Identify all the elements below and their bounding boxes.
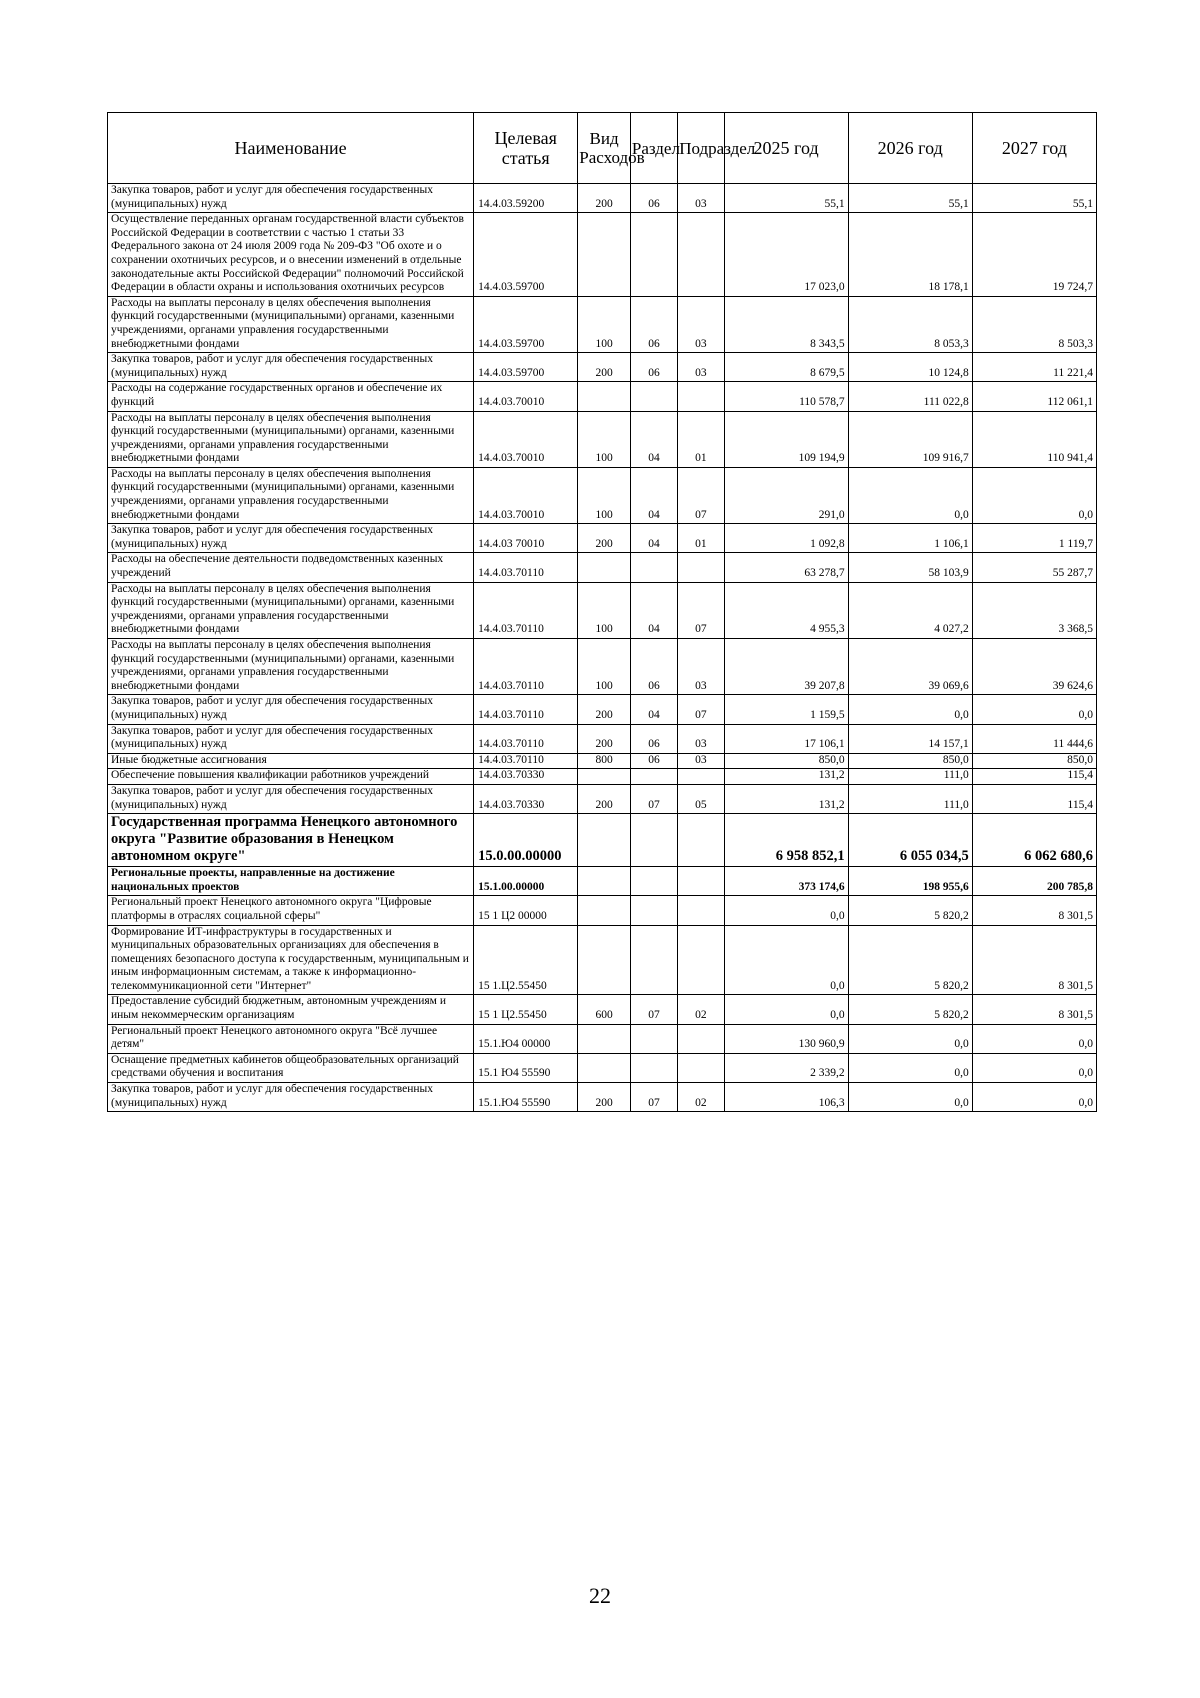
cell-y2027: 3 368,5 xyxy=(972,582,1096,638)
cell-y2027: 0,0 xyxy=(972,695,1096,724)
cell-y2025: 1 159,5 xyxy=(724,695,848,724)
table-row xyxy=(108,1024,1097,1053)
table-row xyxy=(108,467,1097,523)
table-header-row xyxy=(108,113,1097,184)
cell-name: Закупка товаров, работ и услуг для обеспечения государственных (муниципальных) нужд xyxy=(108,695,474,724)
cell-y2026: 0,0 xyxy=(848,1083,972,1112)
cell-vid: 200 xyxy=(578,184,631,213)
cell-name: Закупка товаров, работ и услуг для обеспечения государственных (муниципальных) нужд xyxy=(108,353,474,382)
cell-podrazdel: 07 xyxy=(678,582,724,638)
cell-y2026: 58 103,9 xyxy=(848,553,972,582)
cell-vid: 100 xyxy=(578,467,631,523)
cell-name: Расходы на выплаты персоналу в целях обеспечения выполнения функций государственными (муниципальными) органами, казенными учреждениями, органами управления государственными внебюджетными фондами xyxy=(108,467,474,523)
cell-name: Региональный проект Ненецкого автономного округа "Цифровые платформы в отраслях социальной сферы" xyxy=(108,896,474,925)
cell-y2026: 1 106,1 xyxy=(848,524,972,553)
table-row xyxy=(108,184,1097,213)
cell-y2025: 109 194,9 xyxy=(724,411,848,467)
cell-podrazdel xyxy=(678,213,724,297)
cell-razdel: 07 xyxy=(630,1083,677,1112)
cell-y2025: 131,2 xyxy=(724,769,848,785)
cell-code: 14.4.03.59700 xyxy=(474,353,578,382)
cell-code: 14.4.03.59700 xyxy=(474,296,578,352)
cell-vid: 100 xyxy=(578,639,631,695)
cell-razdel xyxy=(630,382,677,411)
cell-y2025: 17 106,1 xyxy=(724,724,848,753)
cell-y2026: 5 820,2 xyxy=(848,896,972,925)
cell-y2027: 8 503,3 xyxy=(972,296,1096,352)
cell-name: Региональные проекты, направленные на достижение национальных проектов xyxy=(108,867,474,896)
cell-y2027: 11 444,6 xyxy=(972,724,1096,753)
cell-vid: 100 xyxy=(578,411,631,467)
cell-code: 14.4.03.70110 xyxy=(474,553,578,582)
table-row xyxy=(108,1053,1097,1082)
cell-podrazdel: 02 xyxy=(678,995,724,1024)
page-number: 22 xyxy=(589,1583,611,1608)
cell-name: Закупка товаров, работ и услуг для обеспечения государственных (муниципальных) нужд xyxy=(108,784,474,813)
cell-y2027: 0,0 xyxy=(972,1024,1096,1053)
cell-y2027: 200 785,8 xyxy=(972,867,1096,896)
cell-vid: 100 xyxy=(578,296,631,352)
cell-name: Расходы на содержание государственных органов и обеспечение их функций xyxy=(108,382,474,411)
cell-code: 15.1.Ю4 00000 xyxy=(474,1024,578,1053)
cell-y2027: 1 119,7 xyxy=(972,524,1096,553)
cell-y2025: 1 092,8 xyxy=(724,524,848,553)
cell-y2026: 0,0 xyxy=(848,1024,972,1053)
cell-code: 14.4.03.70110 xyxy=(474,753,578,769)
cell-y2027: 39 624,6 xyxy=(972,639,1096,695)
cell-y2026: 0,0 xyxy=(848,695,972,724)
cell-y2026: 111 022,8 xyxy=(848,382,972,411)
cell-name: Расходы на выплаты персоналу в целях обеспечения выполнения функций государственными (муниципальными) органами, казенными учреждениями, органами управления государственными внебюджетными фондами xyxy=(108,639,474,695)
cell-code: 14.4.03.70010 xyxy=(474,382,578,411)
cell-y2027: 11 221,4 xyxy=(972,353,1096,382)
cell-y2027: 112 061,1 xyxy=(972,382,1096,411)
cell-name: Закупка товаров, работ и услуг для обеспечения государственных (муниципальных) нужд xyxy=(108,524,474,553)
cell-y2026: 18 178,1 xyxy=(848,213,972,297)
cell-y2025: 6 958 852,1 xyxy=(724,814,848,867)
table-row xyxy=(108,814,1097,867)
cell-y2025: 4 955,3 xyxy=(724,582,848,638)
header-2026: 2026 год xyxy=(848,113,972,184)
table-row xyxy=(108,553,1097,582)
cell-podrazdel: 07 xyxy=(678,467,724,523)
cell-vid: 200 xyxy=(578,353,631,382)
cell-razdel xyxy=(630,213,677,297)
table-row xyxy=(108,353,1097,382)
cell-name: Расходы на выплаты персоналу в целях обеспечения выполнения функций государственными (муниципальными) органами, казенными учреждениями, органами управления государственными внебюджетными фондами xyxy=(108,296,474,352)
cell-name: Закупка товаров, работ и услуг для обеспечения государственных (муниципальных) нужд xyxy=(108,184,474,213)
cell-name: Предоставление субсидий бюджетным, автономным учреждениям и иным некоммерческим организациям xyxy=(108,995,474,1024)
header-2027: 2027 год xyxy=(972,113,1096,184)
cell-razdel xyxy=(630,1024,677,1053)
cell-code: 14.4.03.70010 xyxy=(474,467,578,523)
cell-y2025: 373 174,6 xyxy=(724,867,848,896)
cell-code: 15.1.Ю4 55590 xyxy=(474,1083,578,1112)
cell-y2026: 0,0 xyxy=(848,467,972,523)
cell-y2027: 55 287,7 xyxy=(972,553,1096,582)
cell-code: 14.4.03.59700 xyxy=(474,213,578,297)
cell-name: Региональный проект Ненецкого автономного округа "Всё лучшее детям" xyxy=(108,1024,474,1053)
cell-podrazdel: 02 xyxy=(678,1083,724,1112)
cell-podrazdel: 03 xyxy=(678,724,724,753)
table-row xyxy=(108,524,1097,553)
cell-podrazdel xyxy=(678,814,724,867)
cell-podrazdel xyxy=(678,553,724,582)
budget-document xyxy=(107,112,1097,1112)
cell-y2026: 5 820,2 xyxy=(848,925,972,995)
cell-y2026: 111,0 xyxy=(848,769,972,785)
cell-vid xyxy=(578,896,631,925)
cell-podrazdel xyxy=(678,382,724,411)
cell-vid xyxy=(578,769,631,785)
cell-vid xyxy=(578,867,631,896)
cell-razdel xyxy=(630,553,677,582)
cell-code: 14.4.03.70110 xyxy=(474,582,578,638)
table-row xyxy=(108,724,1097,753)
cell-podrazdel: 03 xyxy=(678,184,724,213)
cell-vid xyxy=(578,1024,631,1053)
cell-y2025: 110 578,7 xyxy=(724,382,848,411)
table-row xyxy=(108,411,1097,467)
table-row xyxy=(108,296,1097,352)
cell-y2025: 291,0 xyxy=(724,467,848,523)
cell-podrazdel xyxy=(678,1053,724,1082)
table-row xyxy=(108,695,1097,724)
header-2025: 2025 год xyxy=(724,113,848,184)
cell-razdel: 04 xyxy=(630,467,677,523)
cell-name: Государственная программа Ненецкого автономного округа "Развитие образования в Ненецком автономном округе" xyxy=(108,814,474,867)
cell-name: Осуществление переданных органам государственной власти субъектов Российской Федерации в соответствии с частью 1 статьи 33 Федерального закона от 24 июля 2009 года № 209-ФЗ "Об охоте и о сохранении охотничьих ресурсов, и о внесении изменений в отдельные законодательные акты Российской Федерации" полномочий Российской Федерации в области охраны и использования охотничьих ресурсов xyxy=(108,213,474,297)
cell-y2027: 115,4 xyxy=(972,784,1096,813)
cell-y2026: 198 955,6 xyxy=(848,867,972,896)
cell-y2027: 0,0 xyxy=(972,1083,1096,1112)
header-podrazdel: Подраздел xyxy=(678,113,724,184)
table-body xyxy=(108,184,1097,1112)
cell-y2027: 8 301,5 xyxy=(972,896,1096,925)
cell-y2026: 8 053,3 xyxy=(848,296,972,352)
cell-y2026: 55,1 xyxy=(848,184,972,213)
cell-code: 15 1 Ц2.55450 xyxy=(474,995,578,1024)
cell-podrazdel xyxy=(678,867,724,896)
cell-razdel: 06 xyxy=(630,753,677,769)
cell-y2026: 111,0 xyxy=(848,784,972,813)
cell-podrazdel xyxy=(678,1024,724,1053)
table-row xyxy=(108,995,1097,1024)
cell-y2026: 14 157,1 xyxy=(848,724,972,753)
cell-podrazdel: 03 xyxy=(678,639,724,695)
cell-y2025: 131,2 xyxy=(724,784,848,813)
cell-vid xyxy=(578,1053,631,1082)
cell-razdel: 04 xyxy=(630,524,677,553)
cell-y2025: 8 679,5 xyxy=(724,353,848,382)
cell-podrazdel: 01 xyxy=(678,411,724,467)
cell-razdel xyxy=(630,896,677,925)
budget-table xyxy=(107,112,1097,1112)
table-row xyxy=(108,753,1097,769)
cell-name: Закупка товаров, работ и услуг для обеспечения государственных (муниципальных) нужд xyxy=(108,1083,474,1112)
cell-code: 15 1 Ц2 00000 xyxy=(474,896,578,925)
cell-y2027: 6 062 680,6 xyxy=(972,814,1096,867)
cell-razdel: 06 xyxy=(630,639,677,695)
cell-name: Расходы на выплаты персоналу в целях обеспечения выполнения функций государственными (муниципальными) органами, казенными учреждениями, органами управления государственными внебюджетными фондами xyxy=(108,582,474,638)
cell-y2025: 0,0 xyxy=(724,925,848,995)
cell-podrazdel: 05 xyxy=(678,784,724,813)
cell-y2025: 55,1 xyxy=(724,184,848,213)
cell-y2025: 39 207,8 xyxy=(724,639,848,695)
cell-y2026: 850,0 xyxy=(848,753,972,769)
cell-code: 15 1.Ц2.55450 xyxy=(474,925,578,995)
cell-podrazdel: 03 xyxy=(678,753,724,769)
cell-y2025: 2 339,2 xyxy=(724,1053,848,1082)
cell-razdel: 06 xyxy=(630,353,677,382)
cell-vid: 200 xyxy=(578,1083,631,1112)
table-row xyxy=(108,213,1097,297)
cell-razdel xyxy=(630,814,677,867)
cell-code: 14.4.03.70110 xyxy=(474,724,578,753)
cell-y2025: 17 023,0 xyxy=(724,213,848,297)
cell-vid xyxy=(578,925,631,995)
cell-vid xyxy=(578,213,631,297)
cell-code: 15.1 Ю4 55590 xyxy=(474,1053,578,1082)
cell-razdel: 04 xyxy=(630,695,677,724)
cell-name: Иные бюджетные ассигнования xyxy=(108,753,474,769)
cell-y2026: 10 124,8 xyxy=(848,353,972,382)
cell-y2026: 4 027,2 xyxy=(848,582,972,638)
cell-y2027: 850,0 xyxy=(972,753,1096,769)
cell-vid: 200 xyxy=(578,695,631,724)
cell-podrazdel xyxy=(678,769,724,785)
cell-y2027: 0,0 xyxy=(972,1053,1096,1082)
cell-name: Формирование ИТ-инфраструктуры в государственных и муниципальных образовательных организациях для обеспечения в помещениях безопасного доступа к государственным, муниципальным и иным информационным системам, а также к информационно-телекоммуникационной сети "Интернет" xyxy=(108,925,474,995)
cell-y2027: 115,4 xyxy=(972,769,1096,785)
cell-podrazdel: 01 xyxy=(678,524,724,553)
table-row xyxy=(108,382,1097,411)
cell-vid: 100 xyxy=(578,582,631,638)
cell-vid xyxy=(578,382,631,411)
cell-podrazdel: 03 xyxy=(678,353,724,382)
table-row xyxy=(108,639,1097,695)
cell-y2026: 5 820,2 xyxy=(848,995,972,1024)
cell-y2027: 19 724,7 xyxy=(972,213,1096,297)
cell-razdel: 06 xyxy=(630,184,677,213)
cell-name: Расходы на обеспечение деятельности подведомственных казенных учреждений xyxy=(108,553,474,582)
table-row xyxy=(108,925,1097,995)
header-vid: Вид Расходов xyxy=(578,113,631,184)
cell-y2025: 130 960,9 xyxy=(724,1024,848,1053)
table-row xyxy=(108,1083,1097,1112)
cell-razdel: 06 xyxy=(630,724,677,753)
header-name: Наименование xyxy=(108,113,474,184)
cell-vid: 200 xyxy=(578,784,631,813)
cell-code: 14.4.03 70010 xyxy=(474,524,578,553)
cell-y2026: 0,0 xyxy=(848,1053,972,1082)
header-code: Целевая статья xyxy=(474,113,578,184)
cell-y2026: 6 055 034,5 xyxy=(848,814,972,867)
cell-code: 14.4.03.70110 xyxy=(474,639,578,695)
cell-vid xyxy=(578,553,631,582)
table-row xyxy=(108,769,1097,785)
cell-y2025: 63 278,7 xyxy=(724,553,848,582)
cell-y2027: 110 941,4 xyxy=(972,411,1096,467)
cell-name: Оснащение предметных кабинетов общеобразовательных организаций средствами обучения и воспитания xyxy=(108,1053,474,1082)
cell-code: 15.1.00.00000 xyxy=(474,867,578,896)
cell-podrazdel xyxy=(678,896,724,925)
cell-razdel: 04 xyxy=(630,582,677,638)
cell-y2025: 106,3 xyxy=(724,1083,848,1112)
cell-name: Расходы на выплаты персоналу в целях обеспечения выполнения функций государственными (муниципальными) органами, казенными учреждениями, органами управления государственными внебюджетными фондами xyxy=(108,411,474,467)
cell-code: 14.4.03.70110 xyxy=(474,695,578,724)
cell-y2027: 55,1 xyxy=(972,184,1096,213)
cell-razdel: 07 xyxy=(630,995,677,1024)
cell-y2027: 0,0 xyxy=(972,467,1096,523)
cell-y2025: 8 343,5 xyxy=(724,296,848,352)
cell-razdel: 06 xyxy=(630,296,677,352)
cell-razdel: 07 xyxy=(630,784,677,813)
cell-y2025: 0,0 xyxy=(724,896,848,925)
cell-razdel xyxy=(630,1053,677,1082)
cell-vid: 200 xyxy=(578,524,631,553)
cell-y2026: 109 916,7 xyxy=(848,411,972,467)
table-row xyxy=(108,784,1097,813)
header-razdel: Раздел xyxy=(630,113,677,184)
cell-y2025: 0,0 xyxy=(724,995,848,1024)
table-row xyxy=(108,867,1097,896)
cell-y2025: 850,0 xyxy=(724,753,848,769)
cell-vid: 800 xyxy=(578,753,631,769)
cell-razdel xyxy=(630,769,677,785)
cell-razdel xyxy=(630,925,677,995)
cell-podrazdel: 07 xyxy=(678,695,724,724)
table-row xyxy=(108,582,1097,638)
cell-y2027: 8 301,5 xyxy=(972,925,1096,995)
cell-vid xyxy=(578,814,631,867)
cell-code: 14.4.03.70010 xyxy=(474,411,578,467)
cell-podrazdel: 03 xyxy=(678,296,724,352)
cell-name: Закупка товаров, работ и услуг для обеспечения государственных (муниципальных) нужд xyxy=(108,724,474,753)
cell-razdel xyxy=(630,867,677,896)
cell-code: 15.0.00.00000 xyxy=(474,814,578,867)
cell-y2027: 8 301,5 xyxy=(972,995,1096,1024)
table-row xyxy=(108,896,1097,925)
cell-code: 14.4.03.70330 xyxy=(474,769,578,785)
cell-y2026: 39 069,6 xyxy=(848,639,972,695)
cell-code: 14.4.03.59200 xyxy=(474,184,578,213)
cell-vid: 200 xyxy=(578,724,631,753)
cell-name: Обеспечение повышения квалификации работников учреждений xyxy=(108,769,474,785)
cell-podrazdel xyxy=(678,925,724,995)
cell-razdel: 04 xyxy=(630,411,677,467)
cell-vid: 600 xyxy=(578,995,631,1024)
cell-code: 14.4.03.70330 xyxy=(474,784,578,813)
